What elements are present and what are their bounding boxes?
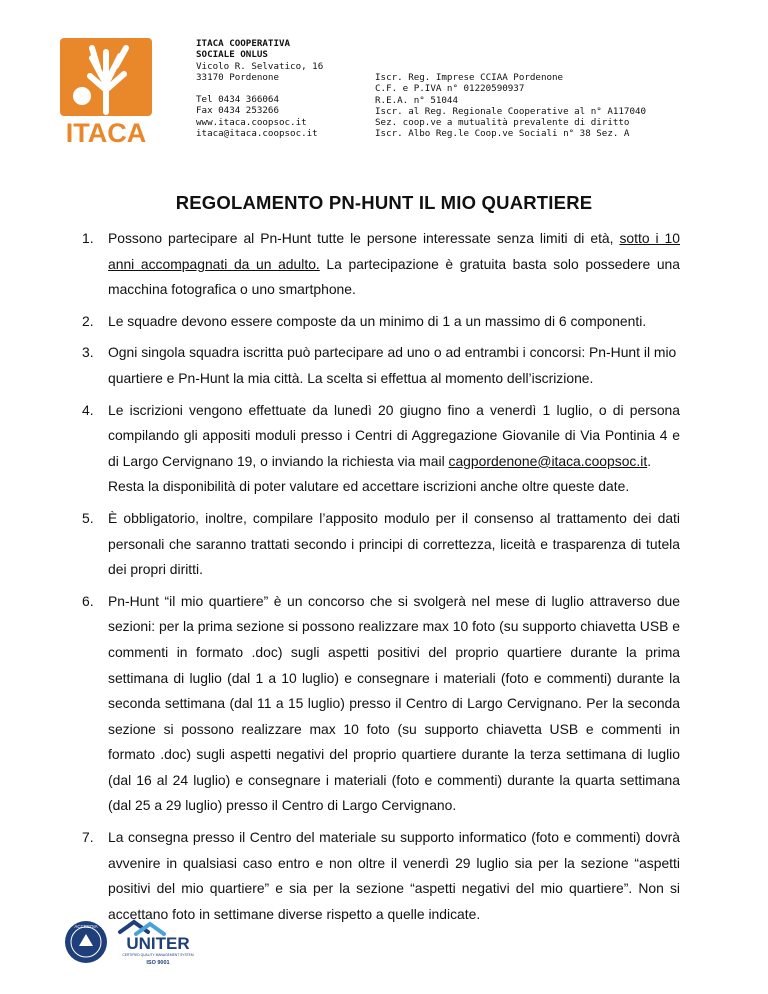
rules-list xyxy=(82,226,680,933)
rule-item xyxy=(82,340,680,391)
registry-line: R.E.A. n° 51044 xyxy=(375,94,458,106)
org-registry-block xyxy=(375,72,646,140)
iso-text: ISO 9001 xyxy=(146,960,170,966)
rule-text-extra: Resta la disponibilità di poter valutare ed accettare iscrizioni anche oltre queste date. xyxy=(108,478,630,495)
registry-line: Iscr. al Reg. Regionale Cooperative al n° A117040 xyxy=(375,105,647,117)
rule-text: È obbligatorio, inoltre, compilare l’apposito modulo per il consenso al trattamento dei dati personali che saranno trattati secondo i principi di correttezza, liceità e trasparenza di tutela dei propri diritti. xyxy=(108,509,680,578)
logo-text: ITACA xyxy=(65,118,147,146)
org-website: www.itaca.coopsoc.it xyxy=(196,116,307,128)
rule-item xyxy=(82,589,680,819)
uniter-sub-text: CERTIFIED QUALITY MANAGEMENT SYSTEM xyxy=(122,953,194,957)
accredia-seal-icon xyxy=(65,921,107,963)
certification-logos xyxy=(64,912,204,970)
rule-text: Possono partecipare al Pn-Hunt tutte le persone interessate senza limiti di età, sotto i 10 anni accompagnati da un adulto. La partecipazione è gratuita basta solo possedere una macchina fotografica o uno smartphone. xyxy=(108,230,681,298)
rule-text: Le squadre devono essere composte da un minimo di 1 a un massimo di 6 componenti. xyxy=(108,312,647,329)
rule-text: Ogni singola squadra iscritta può partecipare ad uno o ad entrambi i concorsi: Pn-Hunt il mio quartiere e Pn-Hunt la mia città. La scelta si effettua al momento dell’iscrizione. xyxy=(108,344,677,386)
rule-number: 2. xyxy=(82,312,94,329)
org-contact-block xyxy=(196,38,323,139)
rule-number: 5. xyxy=(82,509,94,526)
logo-head-icon xyxy=(73,87,91,105)
registry-line: C.F. e P.IVA n° 01220590937 xyxy=(375,83,525,95)
org-name-line1: ITACA COOPERATIVA xyxy=(196,38,291,49)
rule-item xyxy=(82,309,680,335)
org-email: itaca@itaca.coopsoc.it xyxy=(196,128,318,140)
document-title: REGOLAMENTO PN-HUNT IL MIO QUARTIERE xyxy=(175,192,593,213)
accredia-text: ACCREDIA xyxy=(74,924,98,929)
rule-text: Pn-Hunt “il mio quartiere” è un concorso che si svolgerà nel mese di luglio attraverso due sezioni: per la prima sezione si possono realizzare max 10 foto (su supporto chiavetta USB e commenti in formato .doc) sugli aspetti positivi del proprio quartiere durante la prima settimana di luglio (dal 1 a 10 luglio) e consegnare i materiali (foto e commenti) durante la seconda settimana (dal 11 a 15 luglio) presso il Centro di Largo Cervignano. Per la seconda sezione si possono realizzare max 10 foto (su supporto chiavetta USB e commenti in formato .doc) sugli aspetti negativi del proprio quartiere durante la terza settimana di luglio (dal 16 al 24 luglio) e consegnare i materiali (foto e commenti) durante la quarta settimana (dal 25 a 29 luglio) presso il Centro di Largo Cervignano. xyxy=(108,592,680,814)
org-name-line2: SOCIALE ONLUS xyxy=(196,49,268,61)
rule-number: 7. xyxy=(82,829,94,846)
registry-line: Iscr. Albo Reg.le Coop.ve Sociali n° 38 Sez. A xyxy=(375,128,630,140)
rule-item xyxy=(82,398,680,500)
registry-line: Sez. coop.ve a mutualità prevalente di diritto xyxy=(375,117,630,129)
rule-number: 3. xyxy=(82,344,94,361)
org-tel: Tel 0434 366064 xyxy=(196,94,279,106)
rule-item xyxy=(82,226,680,303)
rule-number: 6. xyxy=(82,592,94,609)
itaca-logo xyxy=(60,38,152,146)
org-address-line2: 33170 Pordenone xyxy=(196,71,279,83)
rule-number: 1. xyxy=(82,230,94,246)
rule-text: La consegna presso il Centro del materiale su supporto informatico (foto e commenti) dovrà avvenire in qualsiasi caso entro e non oltre il venerdì 29 luglio sia per la sezione “aspetti positivi del mio quartiere” e sia per la sezione “aspetti negativi del mio quartiere”. Non si accettano foto in settimane diverse rispetto a quelle indicate. xyxy=(108,829,680,922)
email-link[interactable]: cagpordenone@itaca.coopsoc.it xyxy=(448,452,648,469)
rule-number: 4. xyxy=(82,401,94,418)
uniter-text: UNITER xyxy=(126,934,190,953)
uniter-logo xyxy=(120,922,194,966)
registry-line: Iscr. Reg. Imprese CCIAA Pordenone xyxy=(375,72,564,83)
org-fax: Fax 0434 253266 xyxy=(196,105,279,117)
underlined-phrase: sotto i 10 anni accompagnati da un adulto. xyxy=(108,230,681,272)
org-address-line1: Vicolo R. Selvatico, 16 xyxy=(196,60,324,72)
rule-item xyxy=(82,506,680,583)
rule-text: Le iscrizioni vengono effettuate da lunedì 20 giugno fino a venerdì 1 luglio, o di persona compilando gli appositi moduli presso i Centri di Aggregazione Giovanile di Via Pontinia 4 e di Largo Cervignano 19, o inviando la richiesta via mail cagpordenone@itaca.coopsoc.it. xyxy=(108,401,680,469)
